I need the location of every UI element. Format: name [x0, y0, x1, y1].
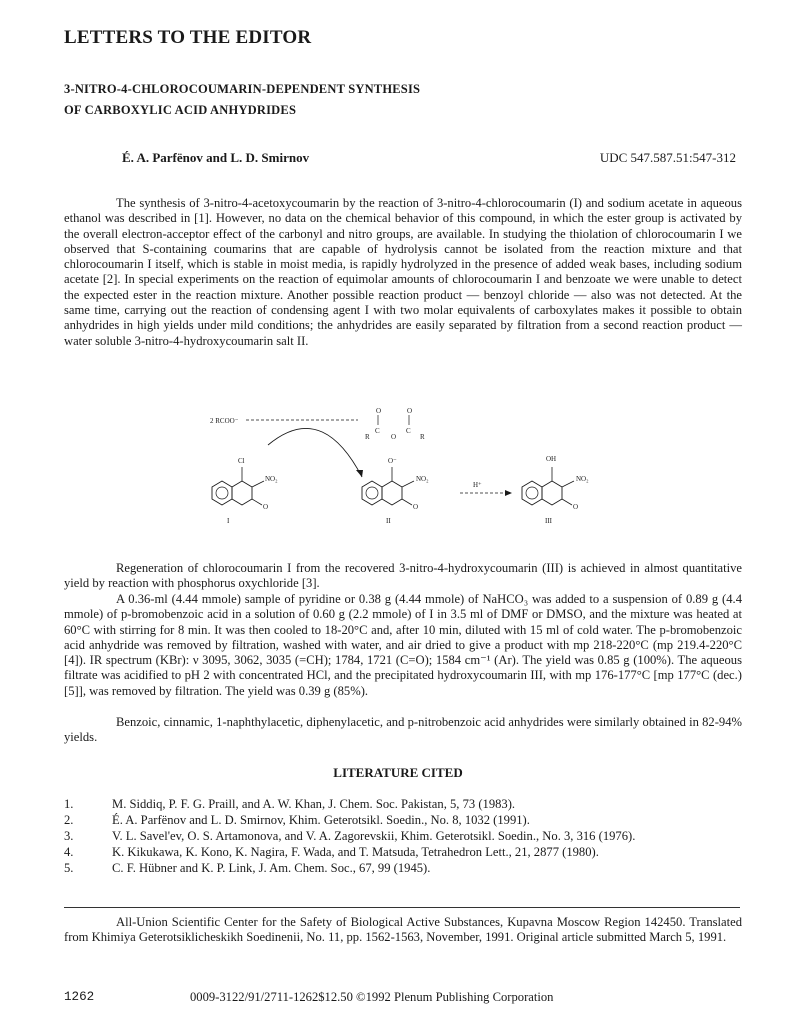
anhydride-c-2: C [406, 427, 411, 435]
curved-arrow-head [356, 470, 363, 477]
compound-1-structure [212, 467, 264, 505]
reference-item [64, 845, 754, 860]
reference-item [64, 861, 754, 876]
intro-paragraph: The synthesis of 3-nitro-4-acetoxycoumarin by the reaction of 3-nitro-4-chlorocoumarin (I) and sodium acetate in aqueous ethanol was described in [1]. However, no data on the chemical behavior of this compound, in which the ester group is activated by the overall electron-acceptor effect of the carbonyl and nitro groups, are available. In studying the thiolation of chlorocoumarin I we observed that S-containing coumarins that are capable of hydrolysis cannot be isolated from the reaction mixture and that chlorocoumarin I itself, which is stable in moist media, is rapidly hydrolyzed in the presence of added weak bases, including sodium acetate [2]. In special experiments on the reaction of equimolar amounts of chlorocoumarin I and benzoate we were unable to detect the expected ester in the reaction mixture. Another possible reaction product — benzoyl chloride — also was not detected. At the same time, carrying out the reaction of condensing agent I with two molar equivalents of carboxylates makes it possible to obtain anhydrides in high yields under mild conditions; the anhydrides are easily separated by filtration from a second reaction product — water soluble 3-nitro-4-hydroxycoumarin salt II. [64, 196, 742, 348]
anhydride-o-2: O [407, 407, 413, 415]
compound-3-structure [522, 467, 574, 505]
reference-text: C. F. Hübner and K. P. Link, J. Am. Chem. Soc., 67, 99 (1945). [112, 861, 431, 875]
compound-1-carbonyl-o: O [263, 503, 269, 511]
scheme-reagent: 2 RCOO⁻ [210, 417, 239, 425]
reference-text: M. Siddiq, P. F. G. Praill, and A. W. Khan, J. Chem. Soc. Pakistan, 5, 73 (1983). [112, 797, 516, 811]
compound-1-cl: Cl [238, 457, 245, 465]
article-title-line-1: 3-NITRO-4-CHLOROCOUMARIN-DEPENDENT SYNTHESIS [64, 82, 421, 96]
anhydride-c-1: C [375, 427, 380, 435]
udc-code: UDC 547.587.51:547-312 [599, 150, 736, 165]
reference-item [64, 813, 754, 828]
compound-2-o-minus: O⁻ [388, 457, 397, 465]
reference-item [64, 829, 754, 844]
experimental-paragraph: A 0.36-ml (4.44 mmole) sample of pyridine or 0.38 g (4.44 mmole) of NaHCO₃ was added to a suspension of 0.89 g (4.4 mmole) of p-bromobenzoic acid in a solution of 0.60 g (2.2 mmole) of I in 3.5 ml of DMF or DMSO, and the mixture was heated at 60°C with stirring for 8 min. It was then cooled to 18-20°C and, after 10 min, diluted with 15 ml of cold water. The p-bromobenzoic acid anhydride was removed by filtration, washed with water, and air dried to give a product with mp 218-220°C (mp 219.4-220°C [4]). IR spectrum (KBr): ν 3095, 3062, 3035 (=CH); 1784, 1721 (C=O); 1584 cm⁻¹ (Ar). The yield was 0.85 g (100%). The aqueous filtrate was acidified to pH 2 with concentrated HCl, and the precipitated hydroxycoumarin III, with mp 176-177°C [mp 177°C (dec.) [5]], was removed by filtration. The yield was 0.39 g (85%). [64, 592, 742, 698]
curved-arrow [268, 428, 362, 477]
anhydride-r-2: R [420, 433, 425, 441]
reference-text: V. L. Savel'ev, O. S. Artamonova, and V. A. Zagorevskii, Khim. Geterotsikl. Soedin., No. 3, 316 (1976). [112, 829, 636, 843]
scheme-h-plus: H⁺ [473, 481, 482, 489]
page-number: 1262 [64, 990, 95, 1004]
compound-2-carbonyl-o: O [413, 503, 419, 511]
literature-heading: LITERATURE CITED [333, 765, 463, 780]
compound-3-no2: NO₂ [576, 475, 589, 483]
compound-2-label: II [386, 517, 391, 525]
reference-number: 3. [64, 829, 74, 843]
regeneration-paragraph: Regeneration of chlorocoumarin I from the recovered 3-nitro-4-hydroxycoumarin (III) is achieved in almost quantitative yield by reaction with phosphorus oxychloride [3]. [64, 561, 742, 591]
anhydride-bridge-o: O [391, 433, 397, 441]
reference-text: K. Kikukawa, K. Kono, K. Nagira, F. Wada, and T. Matsuda, Tetrahedron Lett., 21, 2877 (1980). [112, 845, 599, 859]
reference-text: É. A. Parfënov and L. D. Smirnov, Khim. Geterotsikl. Soedin., No. 8, 1032 (1991). [112, 813, 530, 827]
reference-number: 5. [64, 861, 74, 875]
compound-1-no2: NO₂ [265, 475, 278, 483]
reaction-scheme [190, 395, 630, 535]
reference-number: 2. [64, 813, 74, 827]
article-title-line-2: OF CARBOXYLIC ACID ANHYDRIDES [64, 103, 297, 117]
footnote-divider [64, 907, 740, 908]
summary-paragraph: Benzoic, cinnamic, 1-naphthylacetic, diphenylacetic, and p-nitrobenzoic acid anhydrides were similarly obtained in 82-94% yields. [64, 715, 742, 745]
compound-3-carbonyl-o: O [573, 503, 579, 511]
reference-item [64, 797, 754, 812]
affiliation-footnote: All-Union Scientific Center for the Safety of Biological Active Substances, Kupavna Moscow Region 142450. Translated from Khimiya Geterotsiklicheskikh Soedinenii, No. 11, pp. 1562-1563, November, 1991. Original article submitted March 5, 1991. [64, 915, 742, 945]
reference-number: 4. [64, 845, 74, 859]
compound-3-oh: OH [546, 455, 557, 463]
authors: É. A. Parfënov and L. D. Smirnov [122, 150, 310, 165]
compound-2-no2: NO₂ [416, 475, 429, 483]
anhydride-r-1: R [365, 433, 370, 441]
reference-number: 1. [64, 797, 74, 811]
compound-2-structure [362, 467, 414, 505]
copyright-line: 0009-3122/91/2711-1262$12.50 ©1992 Plenum Publishing Corporation [190, 990, 554, 1004]
compound-3-label: III [545, 517, 552, 525]
anhydride-o-1: O [376, 407, 382, 415]
acid-arrow-head [505, 490, 512, 496]
section-title: LETTERS TO THE EDITOR [64, 27, 312, 48]
compound-1-label: I [227, 517, 230, 525]
